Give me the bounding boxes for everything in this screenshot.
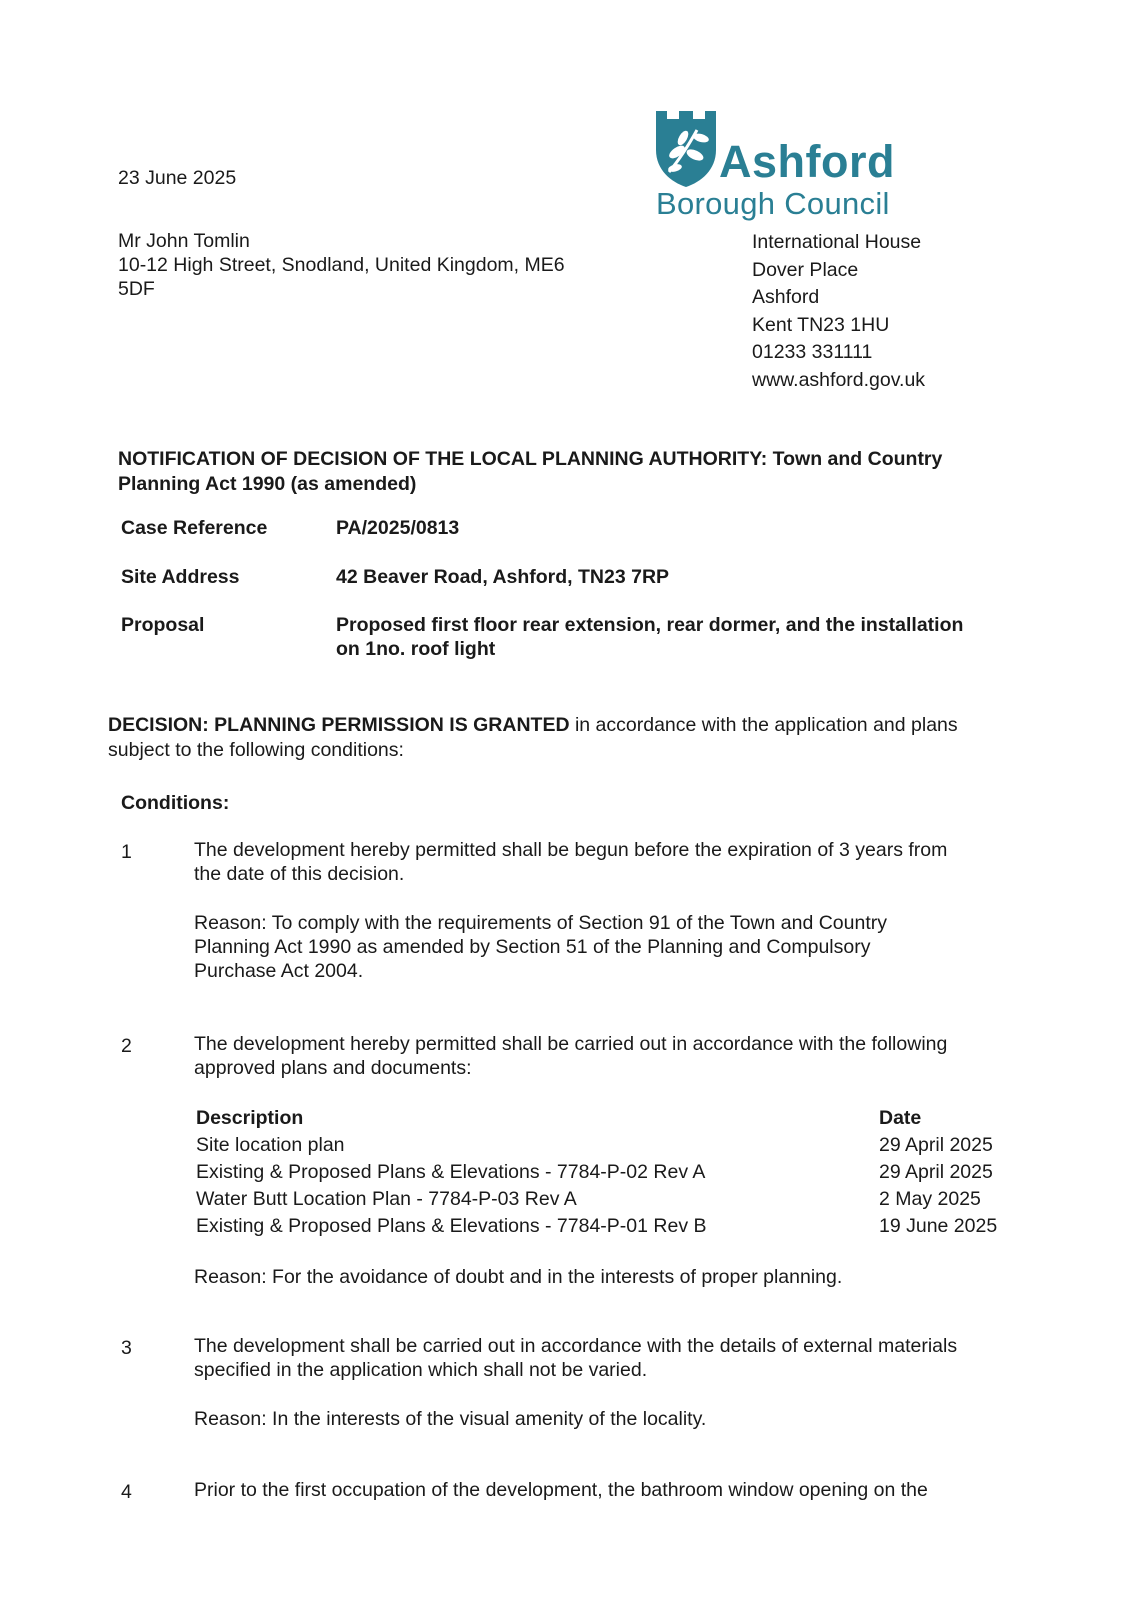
recipient-name: Mr John Tomlin bbox=[118, 230, 250, 252]
condition-reason bbox=[194, 911, 1034, 983]
proposal-label: Proposal bbox=[121, 614, 205, 636]
site-address-label: Site Address bbox=[121, 566, 240, 588]
council-address-line: Kent TN23 1HU bbox=[752, 313, 890, 336]
condition-text: Prior to the first occupation of the development, the bathroom window opening on the bbox=[194, 1479, 928, 1501]
condition-number: 2 bbox=[121, 1035, 132, 1057]
condition-line: The development shall be carried out in accordance with the details of external materials bbox=[194, 1335, 958, 1357]
council-address-line: International House bbox=[752, 231, 922, 253]
heading-line: NOTIFICATION OF DECISION OF THE LOCAL PLANNING AUTHORITY: Town and Country bbox=[118, 448, 943, 470]
plan-description: Existing & Proposed Plans & Elevations - 7784-P-01 Rev B bbox=[196, 1215, 707, 1237]
site-address-value: 42 Beaver Road, Ashford, TN23 7RP bbox=[336, 566, 670, 588]
case-reference-value: PA/2025/0813 bbox=[336, 517, 460, 539]
recipient-address-line: 5DF bbox=[118, 278, 155, 300]
proposal-line: Proposed first floor rear extension, rear dormer, and the installation bbox=[336, 614, 964, 636]
logo-borough-council: Borough Council bbox=[656, 186, 890, 221]
shield-leaf-icon bbox=[655, 110, 717, 188]
decision-bold: DECISION: PLANNING PERMISSION IS GRANTED bbox=[108, 714, 570, 736]
condition-number: 4 bbox=[121, 1481, 132, 1503]
condition-line: The development hereby permitted shall be begun before the expiration of 3 years from bbox=[194, 839, 948, 861]
reason-line: Purchase Act 2004. bbox=[194, 960, 364, 982]
plan-date: 2 May 2025 bbox=[879, 1188, 981, 1210]
council-address-line: Ashford bbox=[752, 286, 820, 308]
council-website: www.ashford.gov.uk bbox=[752, 368, 926, 391]
plan-description: Site location plan bbox=[196, 1134, 345, 1156]
condition-number: 3 bbox=[121, 1337, 132, 1359]
plan-description: Water Butt Location Plan - 7784-P-03 Rev A bbox=[196, 1188, 577, 1210]
recipient-block bbox=[118, 229, 638, 301]
plan-date: 29 April 2025 bbox=[879, 1161, 993, 1183]
case-reference-label: Case Reference bbox=[121, 517, 268, 539]
proposal-value bbox=[336, 613, 1036, 661]
plan-date: 19 June 2025 bbox=[879, 1215, 998, 1237]
notification-heading bbox=[118, 447, 1038, 497]
condition-number: 1 bbox=[121, 841, 132, 863]
decision-text: subject to the following conditions: bbox=[108, 739, 404, 761]
council-phone: 01233 331111 bbox=[752, 341, 873, 363]
condition-reason: Reason: For the avoidance of doubt and in the interests of proper planning. bbox=[194, 1266, 843, 1288]
condition-line: the date of this decision. bbox=[194, 863, 405, 885]
decision-text: in accordance with the application and plans bbox=[569, 714, 958, 736]
council-logo bbox=[655, 110, 905, 228]
reason-line: Planning Act 1990 as amended by Section 51 of the Planning and Compulsory bbox=[194, 936, 871, 958]
plan-description: Existing & Proposed Plans & Elevations - 7784-P-02 Rev A bbox=[196, 1161, 706, 1183]
conditions-heading: Conditions: bbox=[121, 792, 230, 814]
condition-line: specified in the application which shall not be varied. bbox=[194, 1359, 648, 1381]
logo-ashford: Ashford bbox=[719, 136, 895, 187]
decision-statement bbox=[108, 713, 1028, 763]
proposal-line: on 1no. roof light bbox=[336, 638, 496, 660]
plans-col-description: Description bbox=[196, 1107, 304, 1129]
recipient-address-line: 10-12 High Street, Snodland, United Kingdom, ME6 bbox=[118, 254, 565, 276]
council-address bbox=[752, 229, 925, 394]
letter-date: 23 June 2025 bbox=[118, 167, 237, 189]
plan-date: 29 April 2025 bbox=[879, 1134, 993, 1156]
condition-text bbox=[194, 838, 1034, 886]
condition-reason: Reason: In the interests of the visual amenity of the locality. bbox=[194, 1408, 707, 1430]
condition-line: approved plans and documents: bbox=[194, 1057, 472, 1079]
council-address-line: Dover Place bbox=[752, 258, 859, 281]
condition-text bbox=[194, 1032, 1034, 1080]
reason-line: Reason: To comply with the requirements of Section 91 of the Town and Country bbox=[194, 912, 888, 934]
condition-line: The development hereby permitted shall be carried out in accordance with the following bbox=[194, 1033, 948, 1055]
condition-text bbox=[194, 1334, 1034, 1382]
plans-col-date: Date bbox=[879, 1107, 922, 1129]
heading-line: Planning Act 1990 (as amended) bbox=[118, 473, 417, 495]
